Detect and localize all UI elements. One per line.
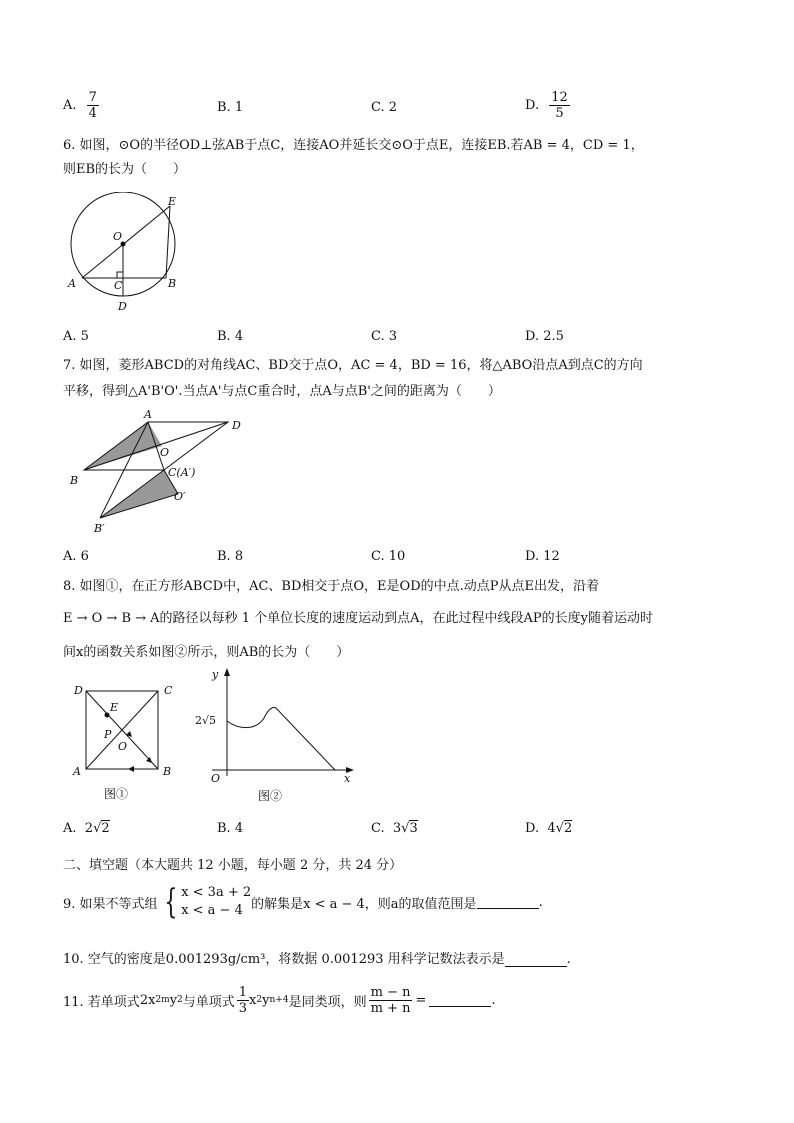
q6-option-d: D. 2.5 xyxy=(525,329,564,344)
q8-stem-line1: 8. 如图①，在正方形ABCD中，AC、BD相交于点O，E是OD的中点.动点P从点E出发，沿着 xyxy=(63,579,599,594)
label-c: C xyxy=(164,684,173,697)
q8-figure-2 xyxy=(192,664,362,806)
label-o-prime: O′ xyxy=(174,490,186,503)
q7-option-b: B. 8 xyxy=(217,549,244,564)
option-letter: A. xyxy=(63,98,77,113)
brace-icon: { xyxy=(163,882,177,922)
answer-blank[interactable] xyxy=(429,994,491,1007)
q8-option-a: A. 2√2 xyxy=(63,821,110,836)
label-a: A xyxy=(144,408,152,421)
caption-fig2: 图② xyxy=(258,789,283,803)
label-c-a-prime: C(A′) xyxy=(168,466,196,479)
label-o: O xyxy=(113,230,123,243)
label-b: B xyxy=(168,277,177,290)
fraction: $\frac{m - n}{m + n}$ xyxy=(370,984,411,1016)
label-d: D xyxy=(74,684,83,697)
q7-stem-line2: 平移，得到△A'B'O'.当点A'与点C重合时，点A与点B'之间的距离为（ ） xyxy=(63,384,501,399)
section-heading: 二、填空题（本大题共 12 小题，每小题 2 分，共 24 分） xyxy=(63,858,403,873)
fraction: $\frac{12}{5}$ xyxy=(551,90,568,121)
right-angle-mark xyxy=(117,272,123,278)
q8-option-c: C. 3√3 xyxy=(371,821,418,836)
label-d: D xyxy=(232,419,241,432)
label-y: y xyxy=(212,668,219,681)
q11-stem: 11. 若单项式 2x 2m y 2 与单项式 $\frac{1}{3}$ x 2 y n+4 是同类项，则 $\frac{m - n}{m + n}$ = . xyxy=(63,984,496,1016)
q8-stem-line3: 间x的函数关系如图②所示，则AB的长为（ ） xyxy=(63,645,350,660)
label-a: A xyxy=(73,765,81,778)
label-b-prime: B′ xyxy=(94,522,105,535)
label-o: O xyxy=(118,740,128,753)
arrow-eo xyxy=(126,731,132,737)
caption-fig1: 图① xyxy=(104,787,129,801)
fraction: $\frac{7}{4}$ xyxy=(88,90,97,121)
q7-option-c: C. 10 xyxy=(371,549,406,564)
arrow-ob xyxy=(146,757,152,763)
arrow-ba xyxy=(128,766,134,772)
label-a: A xyxy=(68,277,76,290)
diagonal-bd xyxy=(84,422,228,470)
label-x: x xyxy=(344,772,351,785)
q7-stem-line1: 7. 如图，菱形ABCD的对角线AC、BD交于点O，AC = 4，BD = 16，将△ABO沿点A到点C的方向 xyxy=(63,358,643,373)
q6-option-c: C. 3 xyxy=(371,329,398,344)
q7-option-d: D. 12 xyxy=(525,549,560,564)
q8-figure-1 xyxy=(70,682,185,804)
label-b: B xyxy=(163,765,172,778)
q9-stem: 9. 如果不等式组 { x < 3a + 2 x < a − 4 的解集是x < a − 4，则a的取值范围是 . xyxy=(63,882,543,922)
q6-stem-line1: 6. 如图，⊙O的半径OD⊥弦AB于点C，连接AO并延长交⊙O于点E，连接EB.若AB = 4，CD = 1， xyxy=(63,138,644,153)
q6-circle-figure xyxy=(62,192,192,317)
q5-option-d: D. $\frac{12}{5}$ xyxy=(525,90,568,121)
q7-rhombus-figure xyxy=(68,404,258,539)
inequality-system: x < 3a + 2 x < a − 4 xyxy=(181,885,252,918)
label-e: E xyxy=(110,701,119,714)
q5-option-c: C. 2 xyxy=(371,100,398,115)
sqrt-icon: √ xyxy=(555,821,564,836)
answer-blank[interactable] xyxy=(505,954,567,967)
q7-option-a: A. 6 xyxy=(63,549,89,564)
q8-stem-line2: E → O → B → A的路径以每秒 1 个单位长度的速度运动到点A，在此过程中线段AP的长度y随着运动时 xyxy=(63,611,653,626)
q10-stem: 10. 空气的密度是0.001293g/cm³，将数据 0.001293 用科学记数法表示是 . xyxy=(63,952,571,967)
label-e: E xyxy=(168,195,177,208)
label-b: B xyxy=(70,474,79,487)
function-curve xyxy=(227,707,335,770)
q6-stem-line2: 则EB的长为（ ） xyxy=(63,162,187,177)
sqrt-icon: √ xyxy=(93,821,102,836)
label-ytick: 2√5 xyxy=(195,714,217,727)
label-o: O xyxy=(160,446,170,459)
q5-option-b: B. 1 xyxy=(217,100,244,115)
label-c: C xyxy=(114,279,123,292)
q6-option-b: B. 4 xyxy=(217,329,244,344)
sqrt-icon: √ xyxy=(401,821,410,836)
label-d: D xyxy=(118,300,127,313)
point-p xyxy=(105,713,110,718)
line-ae xyxy=(82,206,170,278)
q8-option-d: D. 4√2 xyxy=(525,821,573,836)
y-axis-arrow xyxy=(224,668,230,676)
q6-option-a: A. 5 xyxy=(63,329,89,344)
answer-blank[interactable] xyxy=(477,896,539,909)
q8-option-b: B. 4 xyxy=(217,821,244,836)
label-origin: O xyxy=(211,772,221,785)
fraction: $\frac{1}{3}$ xyxy=(238,984,248,1016)
q5-option-a xyxy=(63,90,99,121)
label-p: P xyxy=(104,728,112,741)
